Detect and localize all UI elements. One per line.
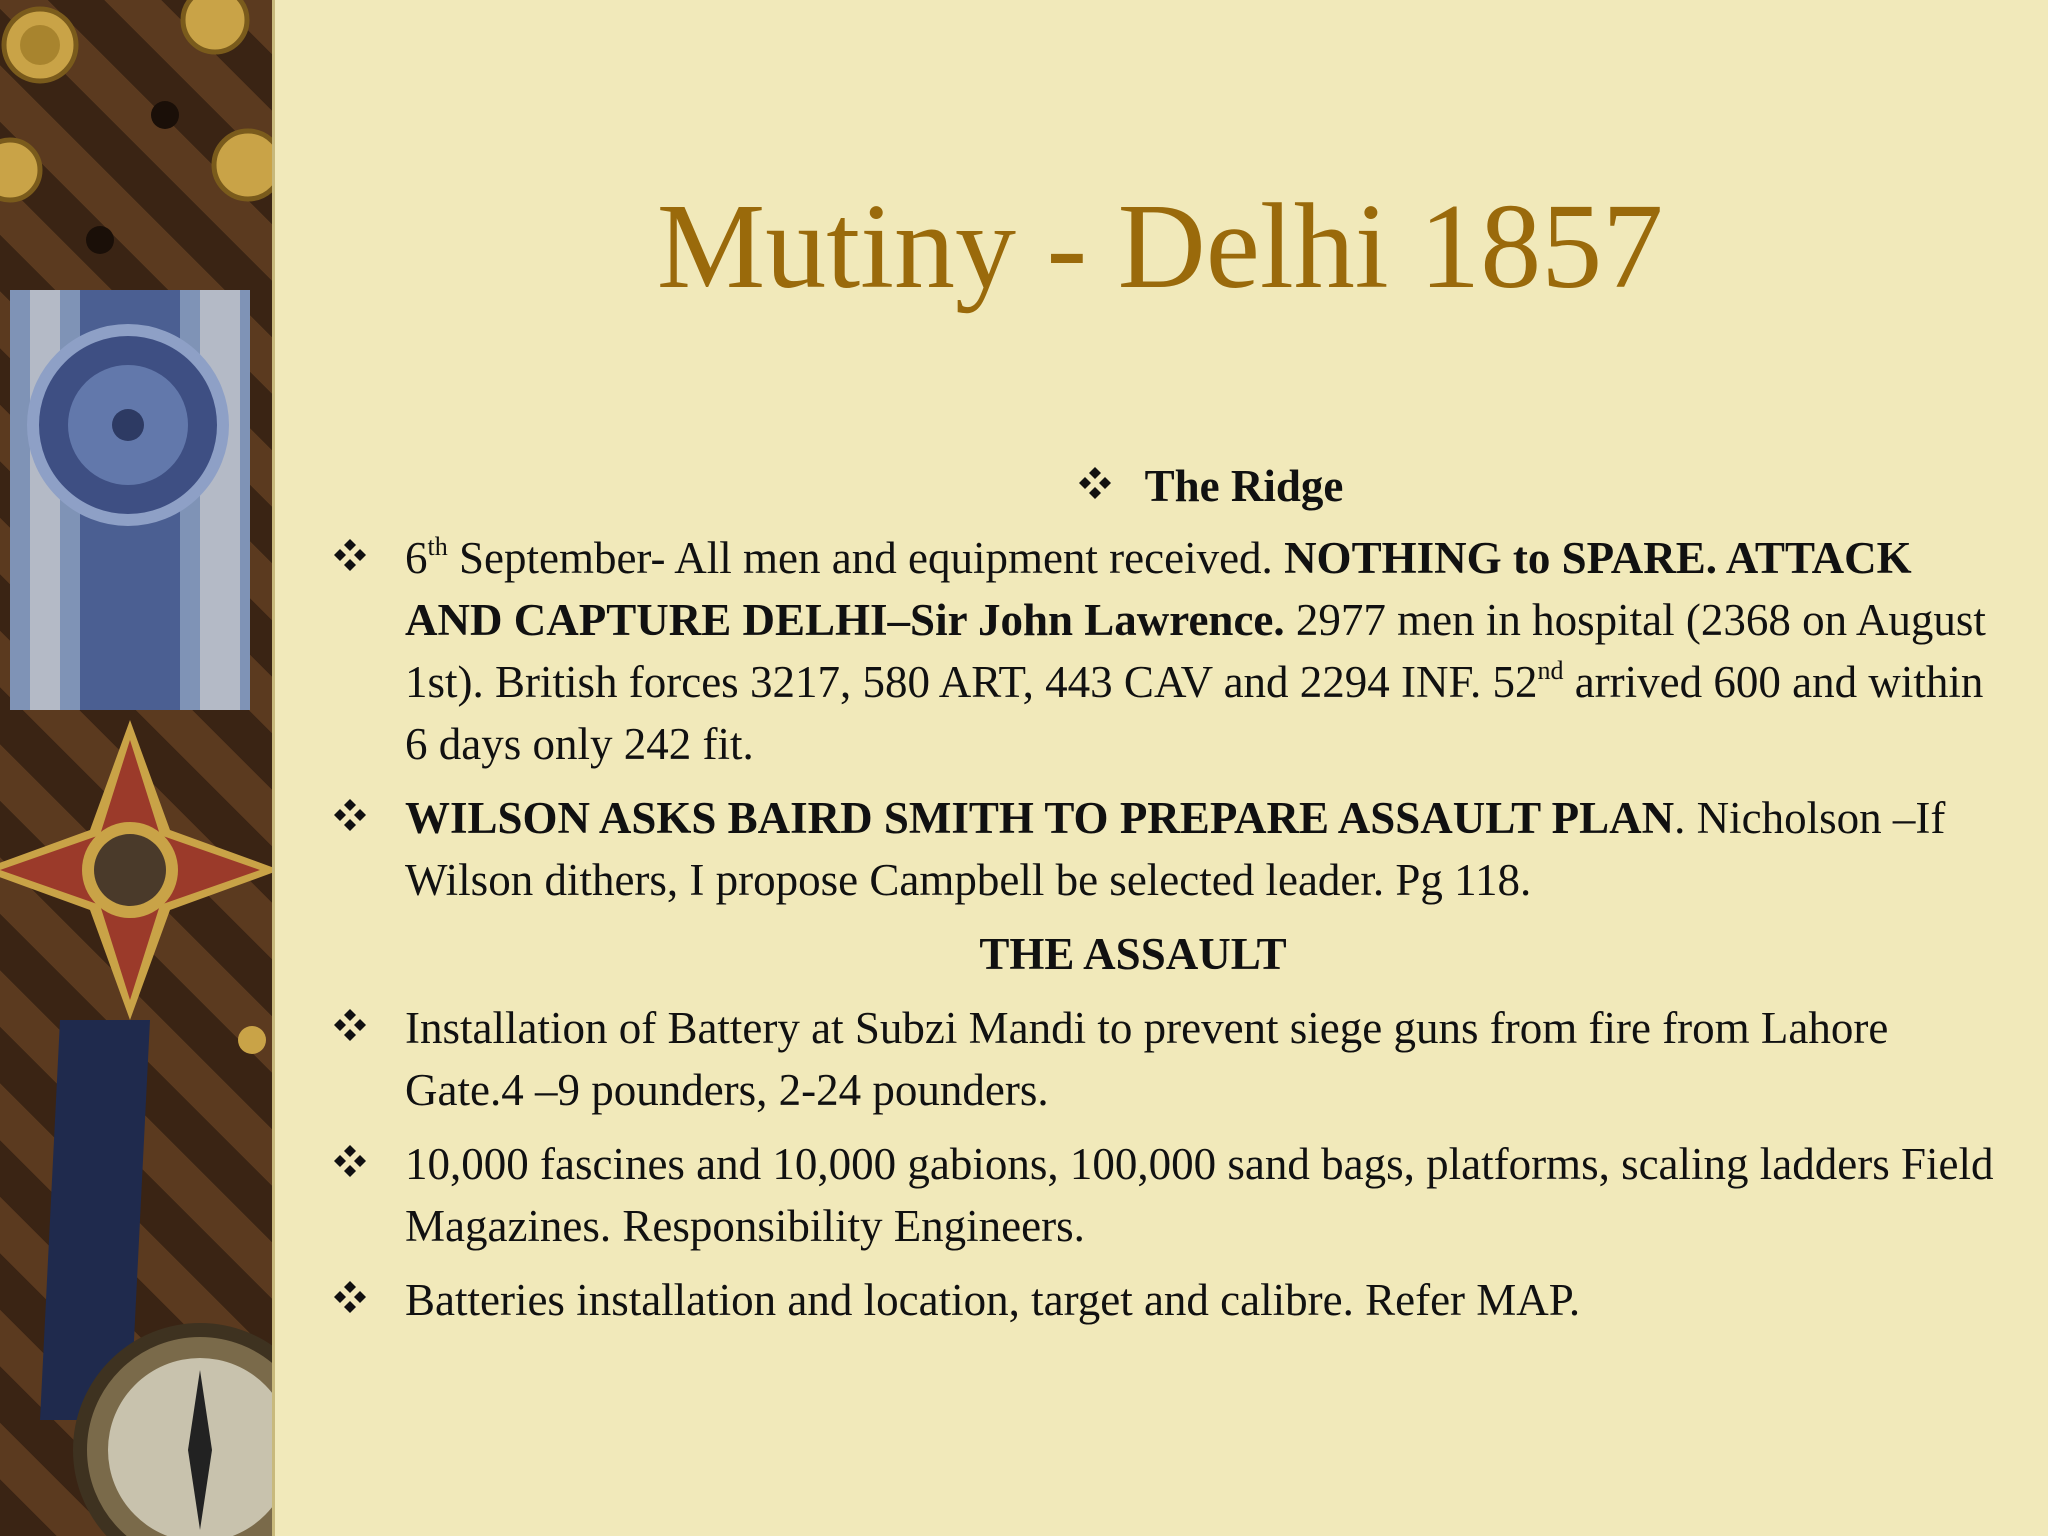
bullet-1-text-c: arrived 600 and within 6 days only 242 fit. xyxy=(405,657,1984,769)
four-diamond-bullet-icon xyxy=(328,1269,372,1331)
medals-illustration xyxy=(0,0,272,1536)
subheading-ridge xyxy=(328,455,2008,517)
slide-content xyxy=(328,455,2008,1343)
bullet-1-suffix: nd xyxy=(1537,656,1564,685)
bullet-item-1 xyxy=(328,527,2008,775)
four-diamond-bullet-icon xyxy=(328,1133,372,1195)
section-heading-assault: THE ASSAULT xyxy=(979,929,1287,979)
bullet-item-2 xyxy=(328,787,2008,911)
bullet-item-4 xyxy=(328,1133,2008,1257)
bullet-1-text-a: September- All men and equipment received. xyxy=(447,533,1285,583)
four-diamond-bullet-icon xyxy=(328,997,372,1059)
bullet-5-text: Batteries installation and location, target and calibre. Refer MAP. xyxy=(405,1275,1581,1325)
bullet-1-text-b: 2977 men in hospital (2368 on August 1st). British forces 3217, 580 ART, 443 CAV and 2294 INF. 52 xyxy=(405,595,1986,707)
four-diamond-bullet-icon xyxy=(1073,455,1117,517)
bullet-1-day-suffix: th xyxy=(427,532,448,561)
medals-sidebar-image xyxy=(0,0,272,1536)
bullet-item-5 xyxy=(328,1269,2008,1331)
bullet-item-3 xyxy=(328,997,2008,1121)
four-diamond-bullet-icon xyxy=(328,527,372,589)
bullet-1-day: 6 xyxy=(405,533,428,583)
slide-title: Mutiny - Delhi 1857 xyxy=(656,179,1664,314)
bullet-2-text: . Nicholson –If Wilson dithers, I propose Campbell be selected leader. Pg 118. xyxy=(405,793,1946,905)
bullet-3-text: Installation of Battery at Subzi Mandi to prevent siege guns from fire from Lahore Gate.4 –9 pounders, 2-24 pounders. xyxy=(405,1003,1889,1115)
bullet-4-text: 10,000 fascines and 10,000 gabions, 100,000 sand bags, platforms, scaling ladders Field Magazines. Responsibility Engineers. xyxy=(405,1139,1994,1251)
four-diamond-bullet-icon xyxy=(328,787,372,849)
subheading-text: The Ridge xyxy=(1144,461,1344,511)
bullet-1-bold: NOTHING to SPARE. ATTACK AND CAPTURE DELHI–Sir John Lawrence. xyxy=(405,533,1912,645)
bullet-2-bold: WILSON ASKS BAIRD SMITH TO PREPARE ASSAULT PLAN xyxy=(405,793,1675,843)
